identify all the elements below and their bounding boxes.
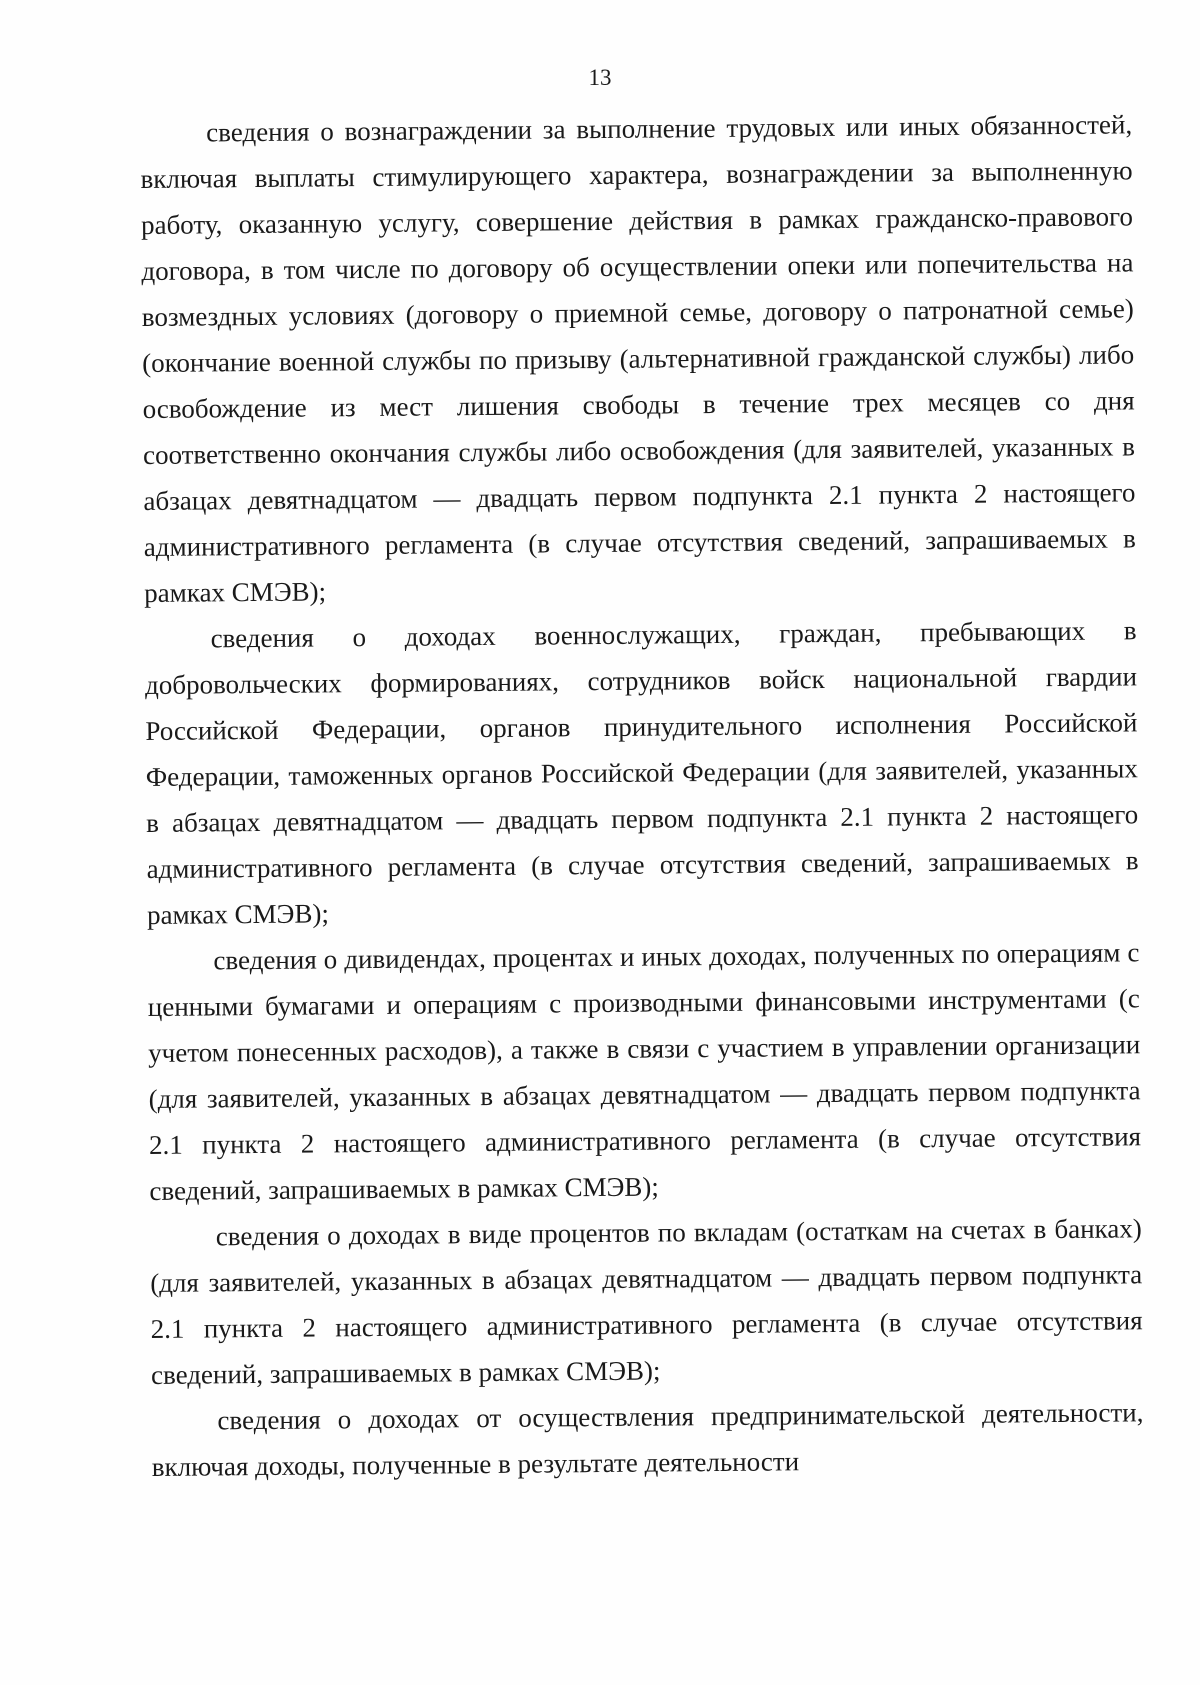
paragraph-remuneration-info: сведения о вознаграждении за выполнение трудовых или иных обязанностей, включая выплаты стимулирующего характера, вознаграждении за выполненную работу, оказанную услугу, совершение действия в рамках гражданско-правового договора, в том числе по договору об осуществлении опеки или попечительства на возмездных условиях (договору о приемной семье, договору о патронатной семье) (окончание военной службы по призыву (альтернативной гражданской службы) либо освобождение из мест лишения свободы в течение трех месяцев со дня соответственно окончания службы либо освобождения (для заявителей, указанных в абзацах девятнадцатом — двадцать первом подпункта 2.1 пункта 2 настоящего административного регламента (в случае отсутствия сведений, запрашиваемых в рамках СМЭВ); bbox=[140, 109, 1136, 608]
paragraph-business-income-info: сведения о доходах от осуществления предпринимательской деятельности, включая доходы, полученные в результате деятельности bbox=[151, 1397, 1144, 1482]
paragraph-military-income-info: сведения о доходах военнослужащих, граждан, пребывающих в добровольческих формированиях, сотрудников войск национальной гвардии Российской Федерации, органов принудительного исполнения Российской Федерации, таможенных органов Российской Федерации (для заявителей, указанных в абзацах девятнадцатом — двадцать первом подпункта 2.1 пункта 2 настоящего административного регламента (в случае отсутствия сведений, запрашиваемых в рамках СМЭВ); bbox=[144, 615, 1139, 930]
paragraph-deposit-interest-info: сведения о доходах в виде процентов по вкладам (остаткам на счетах в банках) (для заявителей, указанных в абзацах девятнадцатом — двадцать первом подпункта 2.1 пункта 2 настоящего административного регламента (в случае отсутствия сведений, запрашиваемых в рамках СМЭВ); bbox=[150, 1213, 1143, 1390]
document-body bbox=[140, 101, 1144, 1490]
paragraph-dividends-info: сведения о дивидендах, процентах и иных доходах, полученных по операциям с ценными бумагами и операциям с производными финансовыми инструментами (с учетом понесенных расходов), а также в связи с участием в управлении организации (для заявителей, указанных в абзацах девятнадцатом — двадцать первом подпункта 2.1 пункта 2 настоящего административного регламента (в случае отсутствия сведений, запрашиваемых в рамках СМЭВ); bbox=[147, 937, 1142, 1206]
page-number: 13 bbox=[588, 65, 612, 90]
